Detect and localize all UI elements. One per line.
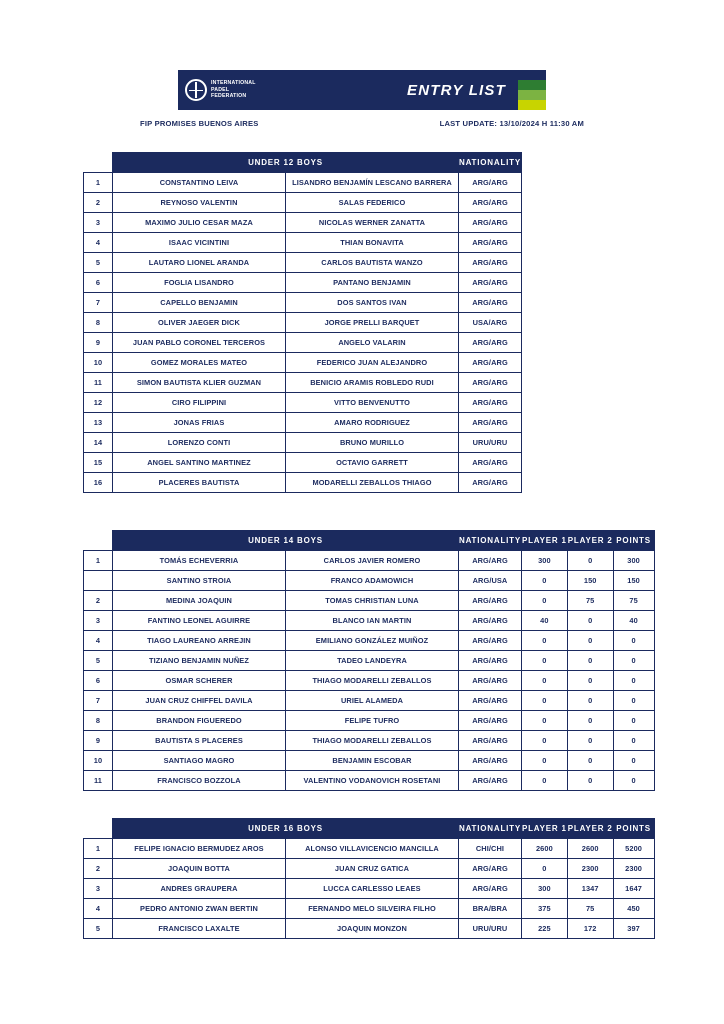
row-index: 10 [84,751,113,771]
player-2-points: 1347 [567,879,613,899]
row-index: 3 [84,879,113,899]
table-row [84,433,522,453]
player-2-name: ANGELO VALARIN [286,333,459,353]
table-row [84,213,522,233]
category-header-row [84,819,655,839]
column-header-points: POINTS [613,531,654,551]
player-1-points: 300 [521,551,567,571]
player-1-name: LAUTARO LIONEL ARANDA [113,253,286,273]
header-spacer-cell [84,819,113,839]
player-1-name: MEDINA JOAQUIN [113,591,286,611]
player-2-points: 2300 [567,859,613,879]
category-title: UNDER 16 BOYS [113,819,459,839]
player-1-points: 0 [521,631,567,651]
table-row [84,273,522,293]
table-row [84,293,522,313]
row-index: 6 [84,273,113,293]
player-2-name: BRUNO MURILLO [286,433,459,453]
team-points: 397 [613,919,654,939]
stripe-2 [518,80,546,90]
player-2-name: JOAQUIN MONZON [286,919,459,939]
table-row [84,173,522,193]
player-2-points: 0 [567,711,613,731]
row-index: 12 [84,393,113,413]
table-row [84,393,522,413]
player-2-name: BLANCO IAN MARTIN [286,611,459,631]
table-row [84,731,655,751]
player-1-name: TIZIANO BENJAMIN NUÑEZ [113,651,286,671]
table-row [84,453,522,473]
player-2-name: AMARO RODRIGUEZ [286,413,459,433]
row-index: 4 [84,899,113,919]
nationality: ARG/ARG [459,193,522,213]
table-under-14-boys [83,530,655,791]
player-2-name: TOMAS CHRISTIAN LUNA [286,591,459,611]
team-points: 0 [613,751,654,771]
player-1-points: 225 [521,919,567,939]
nationality: ARG/ARG [459,879,522,899]
stripe-4 [518,100,546,110]
player-1-name: JOAQUIN BOTTA [113,859,286,879]
row-index: 7 [84,691,113,711]
row-index: 13 [84,413,113,433]
column-header-nationality: NATIONALITY [459,819,522,839]
player-1-name: SIMON BAUTISTA KLIER GUZMAN [113,373,286,393]
table-row [84,611,655,631]
column-header-player-2: PLAYER 2 [567,819,613,839]
nationality: ARG/ARG [459,631,522,651]
banner-stripes [518,70,546,110]
player-1-name: MAXIMO JULIO CESAR MAZA [113,213,286,233]
player-2-name: JORGE PRELLI BARQUET [286,313,459,333]
header-banner [178,70,546,110]
player-1-name: BAUTISTA S PLACERES [113,731,286,751]
nationality: ARG/ARG [459,393,522,413]
stripe-3 [518,90,546,100]
table-row [84,253,522,273]
player-1-name: FOGLIA LISANDRO [113,273,286,293]
player-2-name: THIAN BONAVITA [286,233,459,253]
nationality: ARG/ARG [459,591,522,611]
nationality: ARG/ARG [459,173,522,193]
player-1-name: JUAN PABLO CORONEL TERCEROS [113,333,286,353]
row-index: 1 [84,839,113,859]
stripe-1 [518,70,546,80]
player-1-name: FRANCISCO LAXALTE [113,919,286,939]
table-under-12-boys [83,152,522,493]
nationality: ARG/ARG [459,771,522,791]
table-row [84,233,522,253]
player-2-points: 0 [567,691,613,711]
player-1-points: 0 [521,651,567,671]
nationality: ARG/ARG [459,253,522,273]
nationality: ARG/ARG [459,691,522,711]
team-points: 0 [613,651,654,671]
player-2-name: VITTO BENVENUTTO [286,393,459,413]
player-2-name: BENJAMIN ESCOBAR [286,751,459,771]
nationality: ARG/ARG [459,233,522,253]
federation-logo-text [211,80,256,100]
table-row [84,859,655,879]
player-1-name: TIAGO LAUREANO ARREJIN [113,631,286,651]
nationality: ARG/ARG [459,731,522,751]
table-row [84,413,522,433]
row-index: 10 [84,353,113,373]
category-title: UNDER 14 BOYS [113,531,459,551]
player-1-name: SANTINO STROIA [113,571,286,591]
player-1-points: 2600 [521,839,567,859]
player-1-points: 0 [521,691,567,711]
team-points: 450 [613,899,654,919]
nationality: CHI/CHI [459,839,522,859]
row-index: 4 [84,233,113,253]
player-2-name: MODARELLI ZEBALLOS THIAGO [286,473,459,493]
row-index: 14 [84,433,113,453]
header-spacer-cell [84,153,113,173]
column-header-points: POINTS [613,819,654,839]
player-2-name: PANTANO BENJAMIN [286,273,459,293]
team-points: 0 [613,691,654,711]
player-1-points: 300 [521,879,567,899]
player-2-name: SALAS FEDERICO [286,193,459,213]
team-points: 40 [613,611,654,631]
category-header-row [84,531,655,551]
row-index: 6 [84,671,113,691]
category-header-row [84,153,522,173]
federation-name-line1: INTERNATIONAL [211,80,256,87]
document-subheader [140,119,584,128]
row-index: 16 [84,473,113,493]
nationality: ARG/ARG [459,651,522,671]
row-index: 1 [84,173,113,193]
player-1-name: ISAAC VICINTINI [113,233,286,253]
nationality: ARG/ARG [459,711,522,731]
player-2-name: TADEO LANDEYRA [286,651,459,671]
padel-ball-icon [185,79,207,101]
row-index: 9 [84,333,113,353]
player-1-points: 0 [521,771,567,791]
nationality: ARG/ARG [459,413,522,433]
player-2-points: 150 [567,571,613,591]
player-2-name: FELIPE TUFRO [286,711,459,731]
player-2-name: ALONSO VILLAVICENCIO MANCILLA [286,839,459,859]
team-points: 0 [613,711,654,731]
player-2-name: NICOLAS WERNER ZANATTA [286,213,459,233]
nationality: BRA/BRA [459,899,522,919]
player-2-name: CARLOS BAUTISTA WANZO [286,253,459,273]
federation-name-line3: FEDERATION [211,93,247,100]
federation-name-line2: PADEL [211,86,230,93]
row-index: 11 [84,373,113,393]
player-1-points: 0 [521,731,567,751]
table-row [84,473,522,493]
player-1-name: ANDRES GRAUPERA [113,879,286,899]
row-index: 2 [84,591,113,611]
row-index: 2 [84,859,113,879]
player-2-name: URIEL ALAMEDA [286,691,459,711]
table-row [84,919,655,939]
player-1-name: SANTIAGO MAGRO [113,751,286,771]
team-points: 0 [613,731,654,751]
table-row [84,751,655,771]
nationality: URU/URU [459,919,522,939]
player-1-name: FRANCISCO BOZZOLA [113,771,286,791]
player-2-points: 0 [567,651,613,671]
table-row [84,671,655,691]
player-2-name: THIAGO MODARELLI ZEBALLOS [286,671,459,691]
row-index: 15 [84,453,113,473]
row-index: 4 [84,631,113,651]
player-1-name: CONSTANTINO LEIVA [113,173,286,193]
team-points: 0 [613,631,654,651]
player-2-name: LISANDRO BENJAMÍN LESCANO BARRERA [286,173,459,193]
team-points: 300 [613,551,654,571]
player-1-points: 0 [521,711,567,731]
player-2-points: 0 [567,751,613,771]
column-header-player-1: PLAYER 1 [521,531,567,551]
table-row [84,899,655,919]
player-1-name: GOMEZ MORALES MATEO [113,353,286,373]
player-2-name: FERNANDO MELO SILVEIRA FILHO [286,899,459,919]
table-row [84,771,655,791]
player-1-points: 0 [521,859,567,879]
team-points: 0 [613,671,654,691]
team-points: 5200 [613,839,654,859]
nationality: ARG/ARG [459,473,522,493]
nationality: ARG/ARG [459,373,522,393]
nationality: ARG/ARG [459,293,522,313]
player-1-name: PEDRO ANTONIO ZWAN BERTIN [113,899,286,919]
last-update: LAST UPDATE: 13/10/2024 H 11:30 AM [439,119,584,128]
nationality: ARG/ARG [459,273,522,293]
player-2-points: 0 [567,611,613,631]
player-1-points: 0 [521,571,567,591]
player-2-points: 172 [567,919,613,939]
banner-title-area [276,70,518,110]
player-2-name: LUCCA CARLESSO LEAES [286,879,459,899]
table-row [84,711,655,731]
nationality: ARG/ARG [459,551,522,571]
player-2-name: EMILIANO GONZÁLEZ MUIÑOZ [286,631,459,651]
banner-title: ENTRY LIST [407,81,506,99]
player-1-points: 0 [521,591,567,611]
column-header-player-1: PLAYER 1 [521,819,567,839]
column-header-nationality: NATIONALITY [459,531,522,551]
nationality: URU/URU [459,433,522,453]
table-row [84,193,522,213]
table-row [84,353,522,373]
player-1-name: LORENZO CONTI [113,433,286,453]
player-2-name: THIAGO MODARELLI ZEBALLOS [286,731,459,751]
event-title: FIP PROMISES BUENOS AIRES [140,119,259,128]
player-1-points: 40 [521,611,567,631]
table-row [84,313,522,333]
row-index: 11 [84,771,113,791]
player-2-points: 0 [567,671,613,691]
nationality: USA/ARG [459,313,522,333]
row-index: 8 [84,711,113,731]
row-index: 5 [84,651,113,671]
player-1-name: CIRO FILIPPINI [113,393,286,413]
nationality: ARG/ARG [459,751,522,771]
nationality: ARG/ARG [459,353,522,373]
table-row [84,591,655,611]
player-2-name: DOS SANTOS IVAN [286,293,459,313]
row-index: 2 [84,193,113,213]
row-index: 3 [84,213,113,233]
nationality: ARG/ARG [459,453,522,473]
player-2-points: 2600 [567,839,613,859]
player-1-name: TOMÁS ECHEVERRIA [113,551,286,571]
team-points: 0 [613,771,654,791]
player-1-name: JONAS FRIAS [113,413,286,433]
player-1-points: 0 [521,671,567,691]
player-1-name: OLIVER JAEGER DICK [113,313,286,333]
player-2-name: FRANCO ADAMOWICH [286,571,459,591]
row-index: 3 [84,611,113,631]
row-index: 5 [84,919,113,939]
row-index [84,571,113,591]
row-index: 1 [84,551,113,571]
player-1-name: FANTINO LEONEL AGUIRRE [113,611,286,631]
player-1-name: FELIPE IGNACIO BERMUDEZ AROS [113,839,286,859]
player-1-name: REYNOSO VALENTIN [113,193,286,213]
row-index: 7 [84,293,113,313]
row-index: 8 [84,313,113,333]
nationality: ARG/ARG [459,611,522,631]
player-2-name: FEDERICO JUAN ALEJANDRO [286,353,459,373]
table-row [84,879,655,899]
player-1-name: PLACERES BAUTISTA [113,473,286,493]
table-under-16-boys [83,818,655,939]
category-title: UNDER 12 BOYS [113,153,459,173]
nationality: ARG/ARG [459,213,522,233]
table-row [84,373,522,393]
player-2-points: 0 [567,631,613,651]
table-row [84,551,655,571]
team-points: 2300 [613,859,654,879]
column-header-player-2: PLAYER 2 [567,531,613,551]
table-row [84,839,655,859]
table-row [84,651,655,671]
player-2-points: 0 [567,771,613,791]
nationality: ARG/ARG [459,859,522,879]
player-2-points: 75 [567,591,613,611]
nationality: ARG/USA [459,571,522,591]
table-row [84,631,655,651]
player-2-points: 0 [567,731,613,751]
team-points: 1647 [613,879,654,899]
player-2-points: 75 [567,899,613,919]
table-row [84,691,655,711]
player-1-name: JUAN CRUZ CHIFFEL DAVILA [113,691,286,711]
player-1-name: BRANDON FIGUEREDO [113,711,286,731]
nationality: ARG/ARG [459,333,522,353]
team-points: 75 [613,591,654,611]
player-1-points: 0 [521,751,567,771]
federation-logo [178,70,276,110]
row-index: 9 [84,731,113,751]
player-1-name: CAPELLO BENJAMIN [113,293,286,313]
table-row [84,333,522,353]
team-points: 150 [613,571,654,591]
player-2-name: VALENTINO VODANOVICH ROSETANI [286,771,459,791]
column-header-nationality: NATIONALITY [459,153,522,173]
player-2-name: OCTAVIO GARRETT [286,453,459,473]
nationality: ARG/ARG [459,671,522,691]
player-2-name: JUAN CRUZ GATICA [286,859,459,879]
table-row [84,571,655,591]
player-2-name: BENICIO ARAMIS ROBLEDO RUDI [286,373,459,393]
player-2-name: CARLOS JAVIER ROMERO [286,551,459,571]
player-1-points: 375 [521,899,567,919]
row-index: 5 [84,253,113,273]
player-2-points: 0 [567,551,613,571]
header-spacer-cell [84,531,113,551]
player-1-name: OSMAR SCHERER [113,671,286,691]
player-1-name: ANGEL SANTINO MARTINEZ [113,453,286,473]
